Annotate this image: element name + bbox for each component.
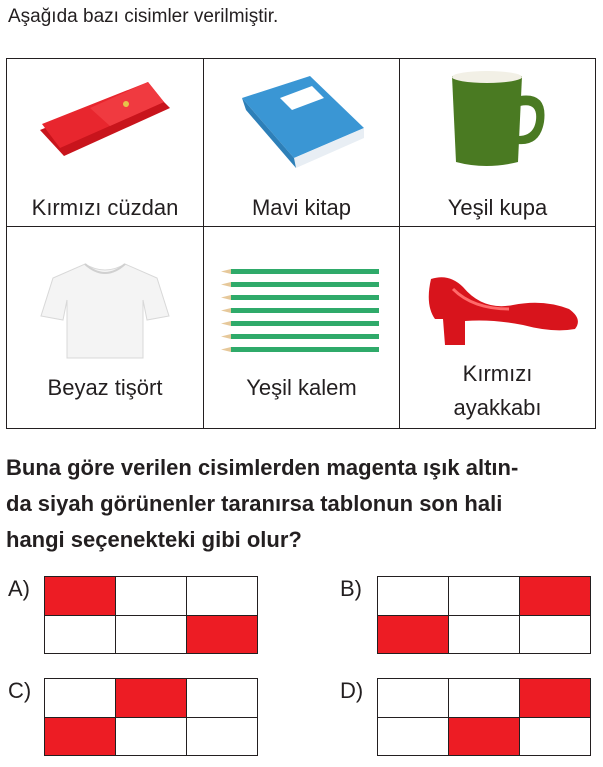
object-cell-tshirt bbox=[7, 227, 204, 428]
option-cell-filled bbox=[378, 616, 449, 655]
option-cell bbox=[187, 718, 258, 757]
option-cell-filled bbox=[45, 718, 116, 757]
option-cell bbox=[378, 577, 449, 616]
option-cell bbox=[45, 679, 116, 718]
green-pencils-icon bbox=[204, 257, 399, 359]
red-shoe-icon bbox=[400, 253, 595, 355]
option-cell bbox=[45, 616, 116, 655]
option-d-label[interactable]: D) bbox=[340, 678, 364, 703]
option-a-grid[interactable] bbox=[44, 576, 258, 654]
option-cell bbox=[520, 616, 591, 655]
option-cell bbox=[187, 679, 258, 718]
option-cell bbox=[187, 577, 258, 616]
object-cell-book bbox=[204, 59, 400, 227]
object-label: Mavi kitap bbox=[251, 195, 352, 220]
option-cell-filled bbox=[449, 718, 520, 757]
object-cell-shoe bbox=[400, 227, 595, 428]
object-cell-mug bbox=[400, 59, 595, 227]
option-c-label[interactable]: C) bbox=[8, 678, 32, 703]
object-label: Kırmızı cüzdan bbox=[31, 195, 179, 220]
option-cell bbox=[449, 679, 520, 718]
blue-book-icon bbox=[204, 67, 399, 169]
object-cell-wallet bbox=[7, 59, 204, 227]
red-wallet-icon bbox=[7, 67, 203, 169]
option-cell-filled bbox=[187, 616, 258, 655]
option-cell bbox=[116, 577, 187, 616]
object-label: Beyaz tişört bbox=[47, 375, 163, 400]
option-cell bbox=[116, 616, 187, 655]
option-cell-filled bbox=[520, 577, 591, 616]
option-cell bbox=[449, 577, 520, 616]
object-label: Kırmızı ayakkabı bbox=[453, 361, 542, 420]
white-tshirt-icon bbox=[7, 257, 203, 359]
question-text: Buna göre verilen cisimlerden magenta ışık altın- da siyah görünenler taranırsa tablonun son hali hangi seçenekteki gibi olur? bbox=[6, 455, 519, 552]
option-cell-filled bbox=[116, 679, 187, 718]
object-label: Yeşil kalem bbox=[246, 375, 357, 400]
option-b-label[interactable]: B) bbox=[340, 576, 362, 601]
option-cell bbox=[116, 718, 187, 757]
object-cell-pencils bbox=[204, 227, 400, 428]
intro-text: Aşağıda bazı cisimler verilmiştir. bbox=[8, 6, 279, 27]
green-mug-icon bbox=[400, 67, 595, 169]
option-cell bbox=[449, 616, 520, 655]
option-cell bbox=[378, 679, 449, 718]
option-b-grid[interactable] bbox=[377, 576, 591, 654]
option-cell bbox=[520, 718, 591, 757]
object-label: Yeşil kupa bbox=[447, 195, 548, 220]
option-cell bbox=[378, 718, 449, 757]
option-d-grid[interactable] bbox=[377, 678, 591, 756]
objects-table bbox=[6, 58, 596, 429]
option-c-grid[interactable] bbox=[44, 678, 258, 756]
option-cell-filled bbox=[45, 577, 116, 616]
option-cell-filled bbox=[520, 679, 591, 718]
option-a-label[interactable]: A) bbox=[8, 576, 30, 601]
